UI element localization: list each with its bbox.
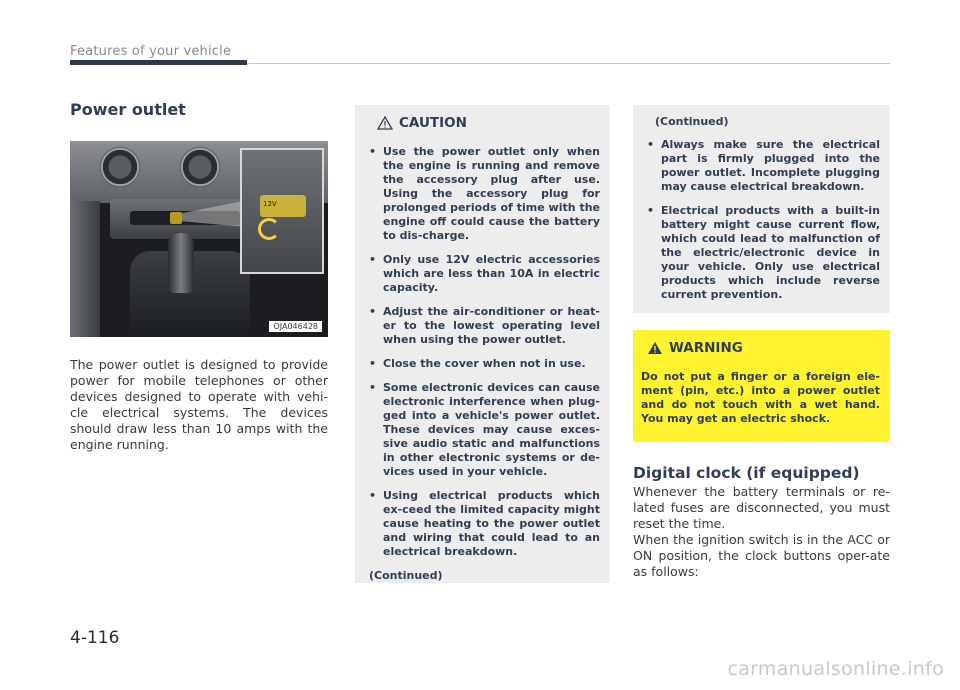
caution-box — [355, 105, 610, 583]
continued-heading: (Continued) — [655, 115, 729, 128]
outlet-12v-label: 12V — [260, 195, 306, 217]
rotate-arrow-icon — [258, 218, 280, 240]
caution-heading — [377, 115, 600, 131]
air-vent-right — [180, 147, 220, 187]
list-item: • Electrical products with a built-in battery might cause current flow, which could lead to malfunction of the electric/electronic device in your vehicle. Only use electrical products which include reverse current prevention. — [647, 204, 880, 302]
digital-clock-description: Whenever the battery terminals or re-lated fuses are disconnected, you must reset the time. When the ignition switch is in the ACC or ON position, the clock buttons oper-ate as follows: — [633, 484, 890, 579]
caution-continued-list — [647, 138, 880, 302]
header-section-title: Features of your vehicle — [70, 44, 232, 59]
warning-triangle-icon — [647, 341, 663, 355]
power-outlet-photo — [70, 141, 328, 337]
list-item: • Using electrical products which ex-ceed the limited capacity might cause heating to the power outlet and wiring that could lead to an electrical breakdown. — [369, 489, 600, 559]
caution-triangle-icon — [377, 116, 393, 130]
caution-list — [369, 145, 600, 559]
list-item: • Use the power outlet only when the engine is running and remove the accessory plug after use. Using the accessory plug for prolonged periods of time with the engine off could cause the battery to dis-charge. — [369, 145, 600, 243]
power-outlet-column — [70, 100, 328, 453]
list-item: • Only use 12V electric accessories which are less than 10A in electric capacity. — [369, 253, 600, 295]
header-rule — [247, 63, 890, 64]
list-item: • Close the cover when not in use. — [369, 357, 600, 371]
digital-clock-title: Digital clock (if equipped) — [633, 464, 860, 482]
console-left-trim — [70, 201, 100, 337]
list-item: • Some electronic devices can cause electronic interference when plug-ged into a vehicle's power outlet. These devices may cause exces-sive audio static and malfunctions in other electronic systems or de-vices used in your vehicle. — [369, 381, 600, 479]
digital-clock-section — [633, 464, 890, 580]
outlet-closeup-inset — [240, 148, 324, 274]
caution-continued-label: (Continued) — [369, 569, 443, 582]
site-watermark: carmanualsonline.info — [727, 658, 944, 680]
warning-title: WARNING — [669, 340, 743, 356]
caution-continued-box — [633, 105, 890, 313]
power-outlet-title: Power outlet — [70, 100, 186, 119]
image-code: OJA046428 — [269, 321, 322, 332]
warning-text: Do not put a finger or a foreign ele-ment (pin, etc.) into a power outlet and do not touch with a wet hand. You may get an electric shock. — [641, 370, 880, 425]
power-outlet-description: The power outlet is designed to provide power for mobile telephones or other devices designed to operate with vehi-cle electrical systems. The devices should draw less than 10 amps with the engine running. — [70, 357, 328, 453]
warning-heading — [647, 340, 880, 356]
air-vent-left — [100, 147, 140, 187]
header-bar — [70, 60, 247, 65]
gear-shift-knob — [168, 233, 194, 293]
list-item: • Always make sure the electrical part is firmly plugged into the power outlet. Incomplete plugging may cause electrical breakdown. — [647, 138, 880, 194]
page-number: 4-116 — [70, 628, 120, 648]
warning-box — [633, 330, 890, 442]
caution-title: CAUTION — [399, 115, 467, 131]
list-item: • Adjust the air-conditioner or heat-er to the lowest operating level when using the power outlet. — [369, 305, 600, 347]
power-outlet-plug — [170, 212, 182, 224]
